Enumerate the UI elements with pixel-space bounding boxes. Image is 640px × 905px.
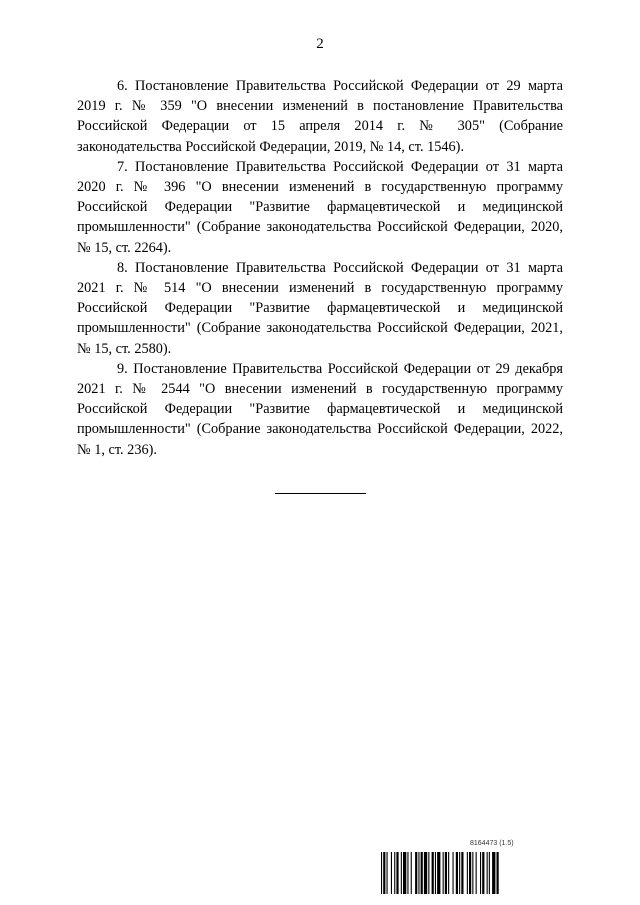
list-item-9: 9. Постановление Правительства Российской Федерации от 29 декабря 2021 г. № 2544 "О внесении изменений в государственную программу Российской Федерации "Развитие фармацевтической и медицинской промышленности" (Собрание законодательства Российской Федерации, 2022, № 1, ст. 236). bbox=[77, 360, 563, 458]
barcode-icon bbox=[381, 852, 571, 894]
page-number: 2 bbox=[316, 36, 324, 52]
end-separator-line bbox=[275, 493, 366, 494]
list-item-6: 6. Постановление Правительства Российской Федерации от 29 марта 2019 г. № 359 "О внесении изменений в постановление Правительства Российской Федерации от 15 апреля 2014 г. № 305" (Собрание законодательства Российской Федерации, 2019, № 14, ст. 1546). bbox=[77, 78, 563, 155]
document-body bbox=[77, 76, 563, 460]
document-id: 8164473 (1.5) bbox=[470, 840, 514, 847]
list-item-8: 8. Постановление Правительства Российской Федерации от 31 марта 2021 г. № 514 "О внесении изменений в государственную программу Российской Федерации "Развитие фармацевтической и медицинской промышленности" (Собрание законодательства Российской Федерации, 2021, № 15, ст. 2580). bbox=[77, 259, 563, 357]
list-item-7: 7. Постановление Правительства Российской Федерации от 31 марта 2020 г. № 396 "О внесении изменений в государственную программу Российской Федерации "Развитие фармацевтической и медицинской промышленности" (Собрание законодательства Российской Федерации, 2020, № 15, ст. 2264). bbox=[77, 158, 563, 256]
